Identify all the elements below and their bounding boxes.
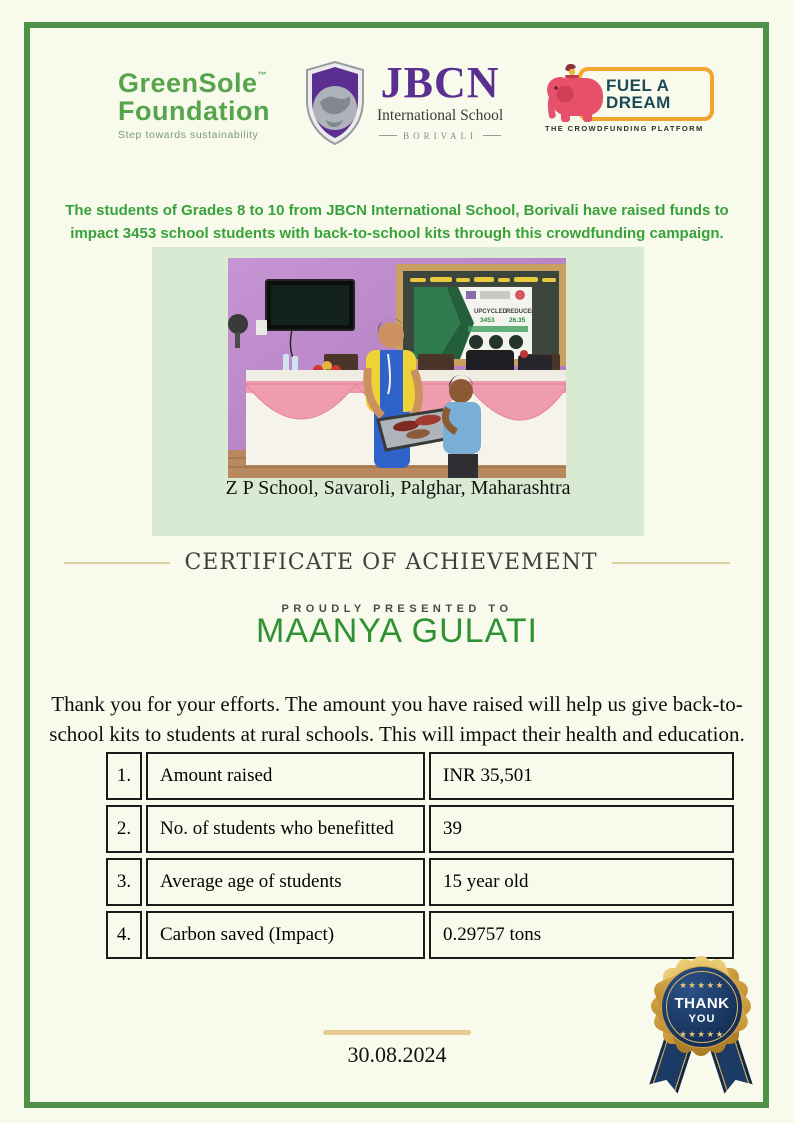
row-value: 15 year old: [429, 858, 734, 906]
row-number: 4.: [106, 911, 142, 959]
fuel-a-dream-line2: DREAM: [606, 93, 671, 112]
photo-caption: Z P School, Savaroli, Palghar, Maharashtra: [225, 477, 571, 499]
svg-text:3453: 3453: [480, 317, 495, 324]
svg-text:UPCYCLED: UPCYCLED: [474, 309, 508, 315]
row-value: 0.29757 tons: [429, 911, 734, 959]
row-number: 3.: [106, 858, 142, 906]
table-row: [106, 752, 734, 800]
badge-text-thank: THANK: [674, 995, 730, 1012]
row-number: 2.: [106, 805, 142, 853]
trademark-symbol: ™: [257, 70, 268, 80]
badge-stars-top: ★★★★★: [679, 980, 725, 990]
heading-rule-right: [612, 562, 730, 564]
campaign-summary-line2: impact 3453 school students with back-to-school kits through this crowdfunding campaign.: [70, 225, 724, 243]
row-label: Amount raised: [146, 752, 425, 800]
jbcn-wordmark: [377, 60, 503, 141]
svg-text:26.35: 26.35: [509, 317, 526, 324]
fuel-a-dream-line1: FUEL A: [606, 75, 670, 95]
jbcn-name: JBCN: [380, 58, 500, 107]
greensole-name-text: GreenSole: [118, 68, 258, 98]
thank-you-badge: [645, 956, 757, 1096]
row-value: 39: [429, 805, 734, 853]
greensole-foundation-text: Foundation: [118, 96, 270, 126]
certificate-date: 30.08.2024: [347, 1042, 447, 1067]
badge-text-you: YOU: [688, 1013, 716, 1025]
jbcn-shield-icon: [302, 60, 368, 146]
certificate-title: CERTIFICATE OF ACHIEVEMENT: [184, 550, 598, 575]
badge-medal: [661, 966, 743, 1048]
date-rule: [323, 1030, 471, 1035]
certificate-heading: [0, 550, 794, 575]
jbcn-rule-right: [483, 135, 501, 136]
recipient-name: MAANYA GULATI: [256, 612, 538, 650]
heading-rule-left: [64, 562, 170, 564]
table-row: [106, 805, 734, 853]
school-photo: [228, 258, 566, 478]
thank-you-message-line1: Thank you for your efforts. The amount you have raised will help us give back-to-: [51, 692, 743, 716]
fuel-a-dream-elephant-icon: [545, 62, 609, 124]
jbcn-city: BORIVALI: [403, 130, 477, 141]
impact-table: [102, 747, 738, 964]
jbcn-city-row: [379, 131, 501, 141]
thank-you-message: [30, 689, 764, 750]
fuel-a-dream-tagline: THE CROWDFUNDING PLATFORM: [545, 124, 704, 133]
row-label: No. of students who benefitted: [146, 805, 425, 853]
badge-stars-bottom: ★★★★★: [679, 1029, 725, 1039]
greensole-name: [118, 70, 270, 97]
row-value: INR 35,501: [429, 752, 734, 800]
row-label: Carbon saved (Impact): [146, 911, 425, 959]
campaign-summary: [56, 199, 738, 246]
table-row: [106, 858, 734, 906]
impact-table-body: [106, 752, 734, 959]
greensole-tagline: Step towards sustainability: [118, 129, 259, 141]
svg-text:REDUCED: REDUCED: [506, 309, 536, 315]
logo-row: [0, 0, 794, 170]
jbcn-rule-left: [379, 135, 397, 136]
presented-to-label: PROUDLY PRESENTED TO: [281, 603, 513, 615]
row-label: Average age of students: [146, 858, 425, 906]
thank-you-message-line2: school kits to students at rural schools. This will impact their health and education.: [49, 722, 745, 747]
table-row: [106, 911, 734, 959]
photo-card: [152, 247, 644, 536]
row-number: 1.: [106, 752, 142, 800]
fuel-a-dream-logo: [545, 62, 704, 137]
photo-banner: [414, 287, 536, 359]
greensole-logo: [118, 70, 270, 141]
campaign-summary-line1: The students of Grades 8 to 10 from JBCN International School, Borivali have raised funds to: [65, 202, 729, 219]
jbcn-logo: [302, 60, 503, 146]
jbcn-subtitle: International School: [377, 106, 504, 124]
